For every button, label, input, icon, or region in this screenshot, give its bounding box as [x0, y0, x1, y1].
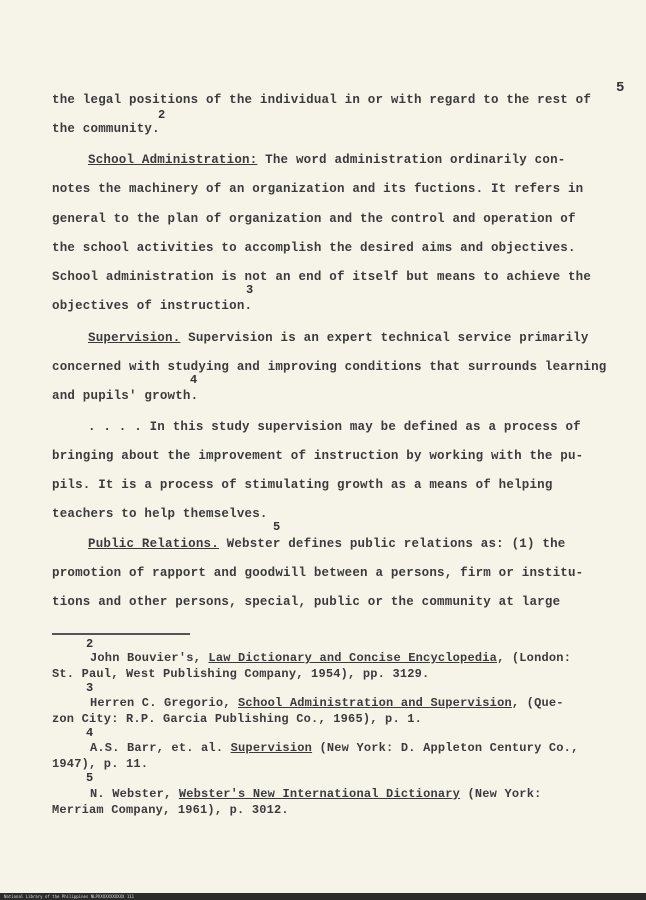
footnote-ref-2: 2	[158, 108, 166, 122]
footnote-text: (New York:	[460, 787, 542, 801]
scan-footer	[0, 893, 646, 900]
footnote-author: Herren C. Gregorio,	[90, 696, 239, 710]
footnote-5-line2: Merriam Company, 1961), p. 3012.	[52, 803, 289, 817]
footnote-5	[90, 787, 542, 801]
footnote-title: Supervision	[230, 741, 313, 755]
footnote-mark-4: 4	[86, 726, 94, 740]
footnote-author: N. Webster,	[90, 787, 179, 801]
footnote-ref-4: 4	[190, 373, 198, 387]
body-line: notes the machinery of an organization and its fuctions. It refers in	[52, 182, 584, 196]
school-administration-heading: School Administration:	[88, 153, 258, 167]
footnote-text: (New York: D. Appleton Century Co.,	[312, 741, 579, 755]
footnote-3-line2: zon City: R.P. Garcia Publishing Co., 1965), p. 1.	[52, 712, 423, 726]
quote-line: teachers to help themselves.	[52, 507, 268, 521]
body-line: concerned with studying and improving conditions that surrounds learning	[52, 360, 607, 374]
footnote-4-line2: 1947), p. 11.	[52, 757, 149, 771]
footnote-ref-5: 5	[273, 520, 281, 534]
body-line: the legal positions of the individual in or with regard to the rest of	[52, 93, 592, 107]
footnote-mark-2: 2	[86, 637, 94, 651]
footnote-title: School Administration and Supervision	[238, 696, 512, 710]
footnote-title: Webster's New International Dictionary	[178, 787, 461, 801]
footnote-author: John Bouvier's,	[90, 651, 209, 665]
footnote-4	[90, 741, 579, 755]
quote-line: bringing about the improvement of instruction by working with the pu-	[52, 449, 584, 463]
body-line-text: Supervision is an expert technical service primarily	[180, 331, 589, 345]
quote-line: . . . . In this study supervision may be defined as a process of	[88, 420, 581, 434]
body-line: the community.	[52, 122, 160, 136]
footnote-ref-3: 3	[246, 283, 254, 297]
body-line: objectives of instruction.	[52, 299, 253, 313]
footer-text: National Library of the Philippines NLPXXXXXXXXXXX 111	[4, 894, 135, 899]
body-line: and pupils' growth.	[52, 389, 199, 403]
footnote-mark-5: 5	[86, 771, 94, 785]
body-line: School administration is not an end of itself but means to achieve the	[52, 270, 592, 284]
footnote-2	[90, 651, 571, 665]
body-line-text: Webster defines public relations as: (1) the	[218, 537, 566, 551]
footnote-text: , (London:	[497, 651, 572, 665]
body-line: tions and other persons, special, public or the community at large	[52, 595, 561, 609]
footnote-title: Law Dictionary and Concise Encyclopedia	[208, 651, 498, 665]
footnote-separator	[52, 633, 190, 635]
page-number: 5	[616, 80, 625, 96]
public-relations-paragraph-line	[88, 537, 565, 551]
footnote-author: A.S. Barr, et. al.	[90, 741, 231, 755]
supervision-paragraph-line	[88, 331, 589, 345]
footnote-mark-3: 3	[86, 681, 94, 695]
body-line: general to the plan of organization and the control and operation of	[52, 212, 576, 226]
body-line-text: The word administration ordinarily con-	[257, 153, 566, 167]
quote-line: pils. It is a process of stimulating growth as a means of helping	[52, 478, 553, 492]
footnote-text: , (Que-	[511, 696, 564, 710]
body-line: promotion of rapport and goodwill between a persons, firm or institu-	[52, 566, 584, 580]
public-relations-heading: Public Relations.	[88, 537, 219, 551]
footnote-2-line2: St. Paul, West Publishing Company, 1954), pp. 3129.	[52, 667, 430, 681]
body-line: the school activities to accomplish the desired aims and objectives.	[52, 241, 576, 255]
admin-paragraph-line	[88, 153, 566, 167]
footnote-3	[90, 696, 564, 710]
supervision-heading: Supervision.	[88, 331, 181, 345]
